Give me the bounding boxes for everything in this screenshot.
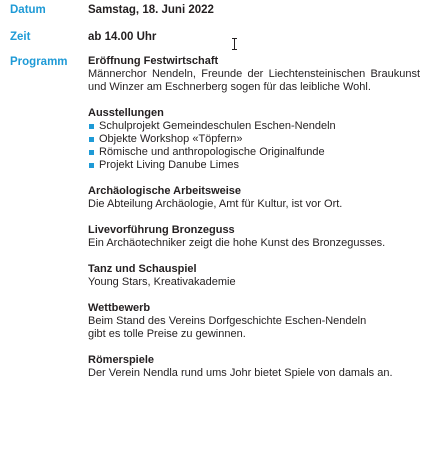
section-ausstellungen xyxy=(88,107,420,172)
section-wettbewerb xyxy=(88,302,420,341)
section-tanz xyxy=(88,263,420,289)
exhibition-list xyxy=(88,120,420,172)
bullet-square-icon xyxy=(89,137,94,142)
section-text: Der Verein Nendla rund ums Johr bietet Spiele von damals an. xyxy=(88,367,393,379)
text-cursor-icon xyxy=(231,38,238,50)
list-item xyxy=(88,159,420,172)
section-eroeffnung xyxy=(88,55,420,94)
bullet-square-icon xyxy=(89,150,94,155)
section-title: Wettbewerb xyxy=(88,302,151,314)
section-text: Young Stars, Kreativakademie xyxy=(88,276,236,288)
section-title: Archäologische Arbeitsweise xyxy=(88,185,242,197)
bullet-square-icon xyxy=(89,124,94,129)
list-item xyxy=(88,146,420,159)
bullet-square-icon xyxy=(89,163,94,168)
list-item-text: Römische und anthropologische Originalfunde xyxy=(99,146,325,158)
section-archaeologie xyxy=(88,185,420,211)
datum-value: Samstag, 18. Juni 2022 xyxy=(88,4,214,16)
list-item-text: Projekt Living Danube Limes xyxy=(99,159,240,171)
programm-label: Programm xyxy=(10,56,68,68)
section-title: Livevorführung Bronzeguss xyxy=(88,224,235,236)
section-text: Ein Archäotechniker zeigt die hohe Kunst des Bronzegusses. xyxy=(88,237,386,249)
list-item-text: Objekte Workshop «Töpfern» xyxy=(99,133,243,145)
list-item xyxy=(88,120,420,133)
zeit-label: Zeit xyxy=(10,31,31,43)
section-title: Römerspiele xyxy=(88,354,155,366)
list-item xyxy=(88,133,420,146)
section-roemerspiele xyxy=(88,354,420,380)
section-text: Die Abteilung Archäologie, Amt für Kultur, ist vor Ort. xyxy=(88,198,343,210)
programm-content xyxy=(88,55,420,393)
section-title: Tanz und Schauspiel xyxy=(88,263,197,275)
datum-label: Datum xyxy=(10,4,46,16)
section-title: Ausstellungen xyxy=(88,107,164,119)
section-text: Männerchor Nendeln, Freunde der Liechtensteinischen Braukunst und Winzer am Eschnerberg sogen für das leibliche Wohl. xyxy=(88,68,420,93)
section-text: Beim Stand des Vereins Dorfgeschichte Eschen-Nendeln gibt es tolle Preise zu gewinnen. xyxy=(88,315,367,340)
section-title: Eröffnung Festwirtschaft xyxy=(88,55,219,67)
section-bronzeguss xyxy=(88,224,420,250)
list-item-text: Schulprojekt Gemeindeschulen Eschen-Nendeln xyxy=(99,120,336,132)
zeit-value: ab 14.00 Uhr xyxy=(88,31,157,43)
